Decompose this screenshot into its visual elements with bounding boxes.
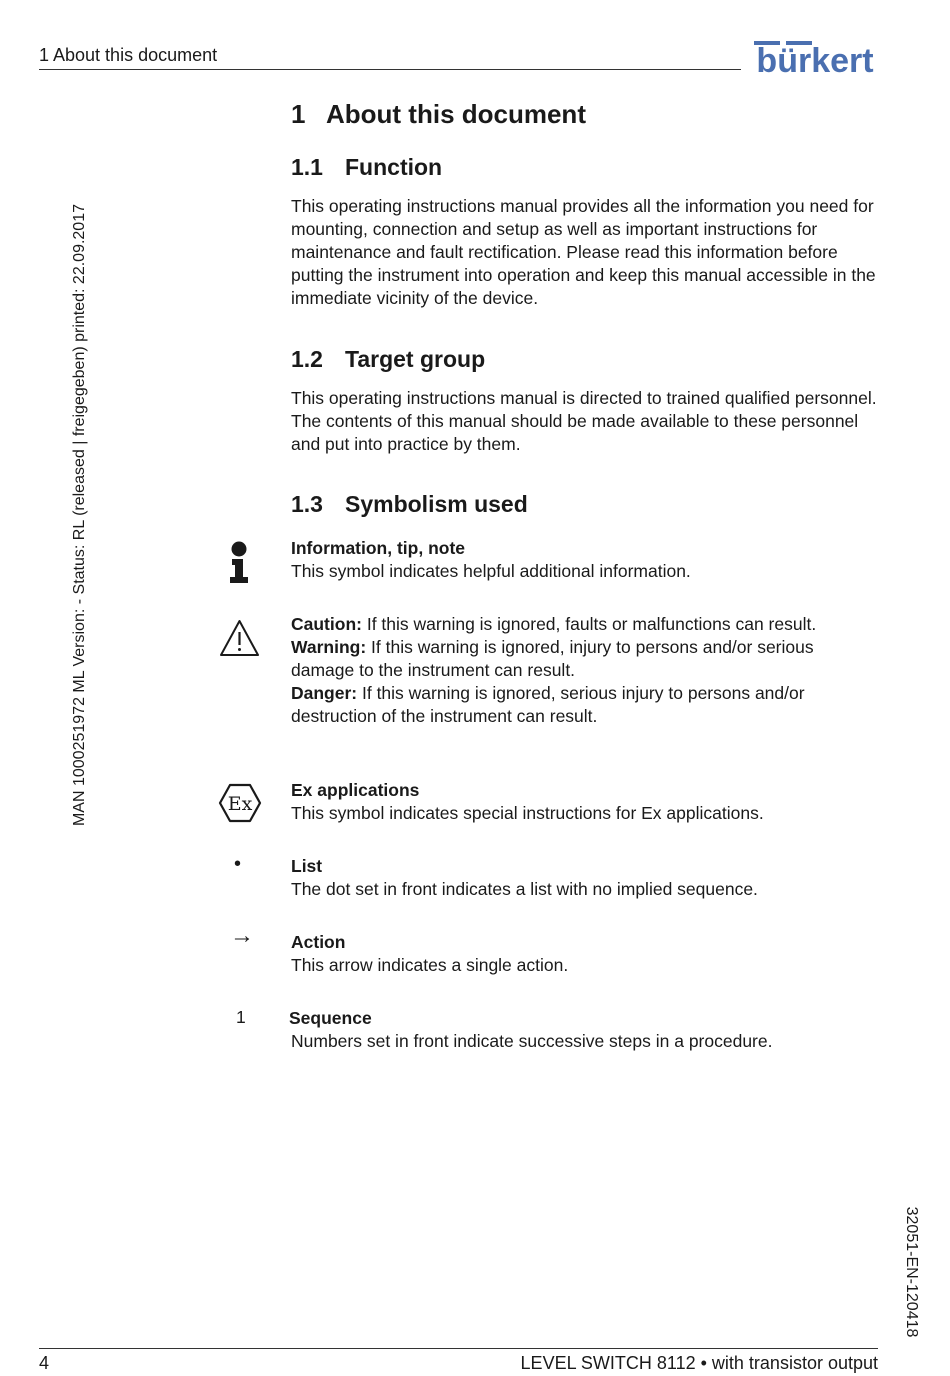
sequence-description (291, 1007, 886, 1053)
sequence-title: Sequence (289, 1008, 372, 1028)
action-description (291, 931, 886, 977)
running-header: 1 About this document (39, 45, 218, 65)
section-number: 1.3 (291, 491, 323, 517)
arrow-right-icon: → (230, 922, 254, 949)
list-text: The dot set in front indicates a list with no implied sequence. (291, 879, 758, 899)
info-description (291, 537, 886, 583)
warning-line (291, 636, 881, 682)
bullet-icon: • (234, 853, 242, 875)
section-number: 1.1 (291, 154, 323, 180)
ex-description (291, 779, 886, 825)
sequence-marker: 1 (236, 1007, 246, 1027)
caution-line (291, 613, 881, 636)
action-title: Action (291, 932, 346, 952)
ex-hexagon-icon (218, 783, 262, 823)
target-group-body: This operating instructions manual is directed to trained qualified personnel. The contents of this manual should be made available to these personnel and put into practice by them. (291, 388, 877, 454)
info-title: Information, tip, note (291, 538, 466, 558)
danger-label: Danger: (291, 683, 358, 703)
chapter-title: About this document (326, 99, 586, 129)
function-body: This operating instructions manual provides all the information you need for mounting, connection and setup as well as important instructions for maintenance and fault rectification. Please read this information before putting the instrument into operation and keep this manual accessible in the immediate vicinity of the device. (291, 196, 876, 308)
logo-text: bürkert (756, 42, 874, 76)
info-icon (228, 541, 250, 584)
ex-text: This symbol indicates special instructions for Ex applications. (291, 803, 764, 823)
list-description (291, 855, 886, 901)
warning-label: Warning: (291, 637, 367, 657)
footer-rule (39, 1348, 878, 1349)
document-id-vertical: MAN 1000251972 ML Version: - Status: RL (released | freigegeben) printed: 22.09.2017 (71, 203, 88, 827)
burkert-logo (752, 40, 878, 76)
info-text: This symbol indicates helpful additional information. (291, 561, 691, 581)
section-heading-symbolism (291, 491, 528, 518)
section-title: Function (345, 154, 443, 180)
list-title: List (291, 856, 323, 876)
warning-triangle-icon (219, 619, 260, 657)
warning-description (291, 613, 881, 728)
danger-text: If this warning is ignored, serious injury to persons and/or destruction of the instrument can result. (291, 683, 805, 726)
caution-label: Caution: (291, 614, 362, 634)
section-title: Symbolism used (345, 491, 528, 517)
footer-product: LEVEL SWITCH 8112 • with transistor output (520, 1353, 878, 1373)
header-rule (39, 69, 741, 70)
chapter-number: 1 (291, 99, 306, 129)
caution-text: If this warning is ignored, faults or malfunctions can result. (361, 614, 817, 634)
section-heading-function (291, 154, 442, 181)
sequence-text: Numbers set in front indicate successive steps in a procedure. (291, 1031, 773, 1051)
section-title: Target group (345, 346, 486, 372)
ex-glyph: Ex (227, 793, 253, 815)
section-heading-target-group (291, 346, 485, 373)
section-number: 1.2 (291, 346, 323, 372)
doc-number-vertical: 32051-EN-120418 (903, 1206, 920, 1338)
action-text: This arrow indicates a single action. (291, 955, 569, 975)
warning-text: If this warning is ignored, injury to persons and/or serious damage to the instrument can result. (291, 637, 814, 680)
page-title (291, 99, 586, 130)
ex-title: Ex applications (291, 780, 420, 800)
danger-line (291, 682, 881, 728)
page-number: 4 (39, 1353, 50, 1373)
